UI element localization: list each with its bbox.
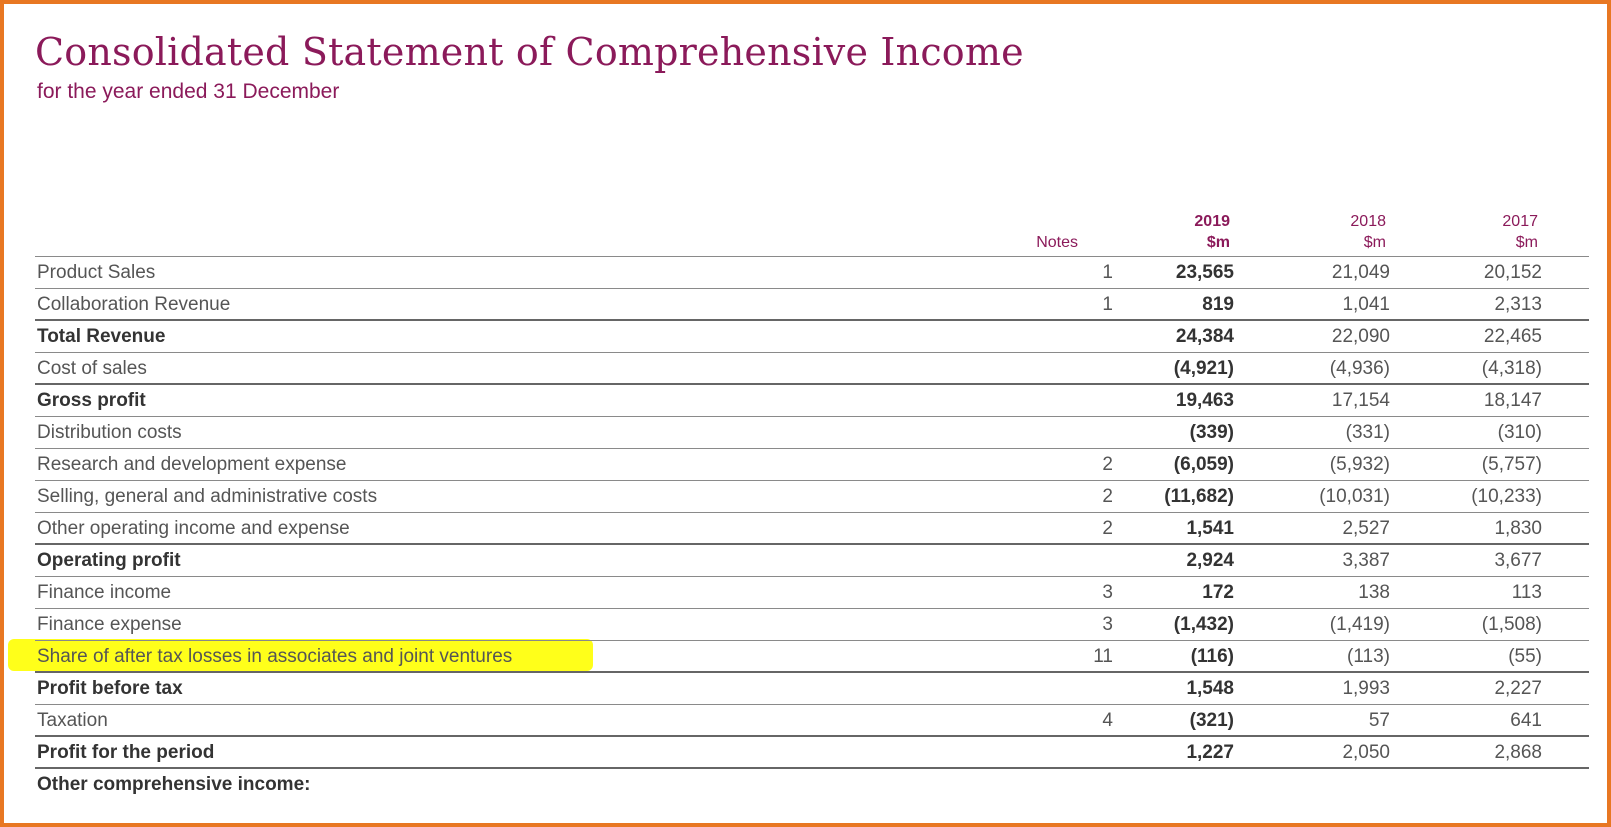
- row-label: Finance income: [37, 582, 172, 603]
- row-value-2018: (10,031): [1319, 486, 1390, 507]
- row-value-2017: 3,677: [1494, 550, 1542, 571]
- table-row: [35, 481, 1589, 513]
- row-notes: 1: [1102, 262, 1113, 283]
- row-label: Profit for the period: [37, 742, 215, 763]
- row-value-2017: (5,757): [1481, 454, 1542, 475]
- row-value-2019: 172: [1202, 582, 1234, 603]
- row-label: Total Revenue: [37, 326, 166, 347]
- row-value-2018: (113): [1347, 646, 1390, 667]
- row-value-2017: 2,313: [1494, 294, 1542, 315]
- row-value-2019: 2,924: [1186, 550, 1234, 571]
- row-value-2019: 819: [1202, 294, 1234, 315]
- unit-2018-header: $m: [1363, 234, 1386, 251]
- row-value-2019: (321): [1189, 710, 1234, 731]
- table-row-highlighted: [35, 641, 1589, 673]
- row-value-2017: 20,152: [1483, 262, 1542, 283]
- row-value-2019: 19,463: [1175, 390, 1234, 411]
- row-value-2017: 2,868: [1494, 742, 1542, 763]
- row-label: Share of after tax losses in associates and joint ventures: [37, 646, 513, 667]
- row-value-2019: (6,059): [1173, 454, 1234, 475]
- row-value-2017: (10,233): [1471, 486, 1542, 507]
- row-value-2018: 2,050: [1342, 742, 1390, 763]
- unit-2019-header: $m: [1206, 234, 1230, 251]
- year-2018-header: 2018: [1350, 213, 1386, 230]
- year-2017-header: 2017: [1502, 213, 1538, 230]
- row-value-2017: 113: [1511, 582, 1542, 603]
- table-row: [35, 513, 1589, 545]
- row-notes: 2: [1102, 486, 1113, 507]
- row-notes: 11: [1093, 646, 1113, 667]
- row-value-2018: 3,387: [1342, 550, 1390, 571]
- row-label: Research and development expense: [37, 454, 347, 475]
- row-value-2017: 2,227: [1494, 678, 1542, 699]
- row-value-2018: 2,527: [1342, 518, 1390, 539]
- table-row: [35, 705, 1589, 737]
- table-row: [35, 545, 1589, 577]
- row-value-2017: (310): [1497, 422, 1542, 443]
- table-row: [35, 737, 1589, 769]
- row-value-2019: (11,682): [1164, 486, 1234, 507]
- row-value-2019: 1,548: [1186, 678, 1234, 699]
- row-value-2017: (1,508): [1481, 614, 1542, 635]
- table-row: [35, 577, 1589, 609]
- table-row: [35, 353, 1589, 385]
- row-value-2017: (4,318): [1481, 358, 1542, 379]
- row-value-2018: (4,936): [1329, 358, 1390, 379]
- table-row: [35, 673, 1589, 705]
- row-value-2018: (331): [1345, 422, 1390, 443]
- row-value-2018: 1,993: [1342, 678, 1390, 699]
- row-value-2019: 23,565: [1175, 262, 1234, 283]
- table-row: [35, 289, 1589, 321]
- row-label: Product Sales: [37, 262, 156, 283]
- row-value-2019: 1,227: [1186, 742, 1234, 763]
- row-value-2017: 641: [1510, 710, 1542, 731]
- row-value-2018: 57: [1368, 710, 1390, 731]
- notes-header: Notes: [1036, 234, 1078, 251]
- row-value-2019: (4,921): [1173, 358, 1234, 379]
- row-value-2019: 24,384: [1175, 326, 1234, 347]
- row-notes: 1: [1102, 294, 1113, 315]
- row-label: Distribution costs: [37, 422, 182, 443]
- table-row: [35, 609, 1589, 641]
- row-notes: 2: [1102, 518, 1113, 539]
- row-label: Operating profit: [37, 550, 181, 571]
- row-value-2017: (55): [1508, 646, 1542, 667]
- page-title: Consolidated Statement of Comprehensive Income: [35, 30, 1024, 74]
- row-value-2019: (116): [1190, 646, 1234, 667]
- unit-2017-header: $m: [1515, 234, 1538, 251]
- row-label: Cost of sales: [37, 358, 147, 379]
- row-value-2017: 22,465: [1483, 326, 1542, 347]
- row-label: Selling, general and administrative costs: [37, 486, 378, 507]
- row-label: Finance expense: [37, 614, 182, 635]
- row-value-2019: (339): [1189, 422, 1234, 443]
- row-value-2018: (1,419): [1329, 614, 1390, 635]
- row-value-2018: 22,090: [1331, 326, 1390, 347]
- row-value-2018: (5,932): [1329, 454, 1390, 475]
- row-notes: 4: [1102, 710, 1113, 731]
- row-value-2018: 21,049: [1331, 262, 1390, 283]
- table-row: [35, 257, 1589, 289]
- table-row: [35, 449, 1589, 481]
- table-row: [35, 417, 1589, 449]
- row-value-2018: 1,041: [1342, 294, 1390, 315]
- row-value-2017: 18,147: [1483, 390, 1542, 411]
- row-notes: 2: [1102, 454, 1113, 475]
- row-label: Other comprehensive income:: [37, 774, 311, 795]
- row-label: Profit before tax: [37, 678, 183, 699]
- row-value-2019: 1,541: [1186, 518, 1234, 539]
- row-value-2018: 138: [1358, 582, 1390, 603]
- row-label: Other operating income and expense: [37, 518, 350, 539]
- row-notes: 3: [1102, 614, 1113, 635]
- row-value-2018: 17,154: [1331, 390, 1390, 411]
- row-label: Taxation: [37, 710, 108, 731]
- row-value-2019: (1,432): [1173, 614, 1234, 635]
- row-label: Collaboration Revenue: [37, 294, 231, 315]
- table-row: [35, 321, 1589, 353]
- row-value-2017: 1,830: [1494, 518, 1542, 539]
- row-label: Gross profit: [37, 390, 146, 411]
- row-notes: 3: [1102, 582, 1113, 603]
- table-row: [35, 385, 1589, 417]
- table-row: [35, 769, 1589, 801]
- page-subtitle: for the year ended 31 December: [37, 80, 340, 103]
- year-2019-header: 2019: [1194, 213, 1230, 230]
